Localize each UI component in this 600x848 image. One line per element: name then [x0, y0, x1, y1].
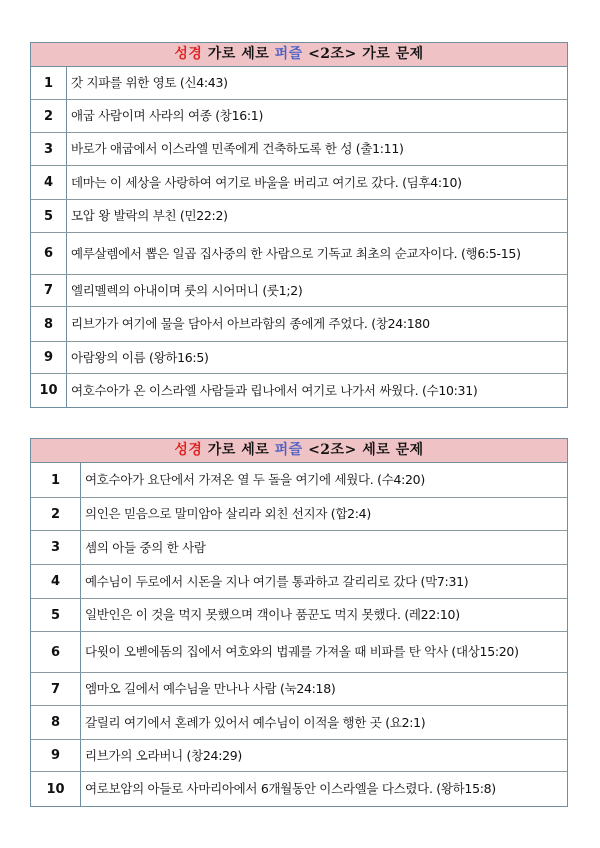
clue-text: 셈의 아들 중의 한 사람 [85, 539, 206, 555]
clue-row [31, 100, 567, 133]
clue-text: 엠마오 길에서 예수님을 만나나 사람 (눅24:18) [85, 681, 336, 696]
title-section-label: 세로 문제 [362, 442, 424, 458]
down-clues-table [30, 438, 568, 807]
title-word-down: 세로 [241, 442, 270, 458]
clue-text: 바로가 애굽에서 이스라엘 민족에게 건축하도록 한 성 (출1:11) [71, 141, 404, 156]
clue-row [31, 374, 567, 407]
title-word-bible: 성경 [174, 442, 203, 458]
clue-text: 엘리멜렉의 아내이며 룻의 시어머니 (룻1;2) [71, 282, 303, 298]
clue-row [31, 772, 567, 806]
clue-row [31, 342, 567, 374]
clue-row [31, 133, 567, 166]
clue-row [31, 673, 567, 706]
clue-row [31, 740, 567, 772]
clue-number: 6 [31, 233, 67, 274]
clue-number: 7 [31, 275, 67, 306]
clue-row [31, 706, 567, 740]
title-word-puzzle: 퍼즐 [274, 442, 303, 458]
clue-text: 의인은 믿음으로 말미암아 살리라 외친 선지자 (합2:4) [85, 506, 371, 521]
title-word-puzzle: 퍼즐 [274, 46, 303, 62]
title-word-group: <2조> [308, 442, 357, 458]
clue-text: 갓 지파를 위한 영토 (신4:43) [71, 75, 228, 90]
clue-row [31, 200, 567, 233]
clue-number: 2 [31, 100, 67, 132]
title-word-across: 가로 [207, 442, 236, 458]
clue-text: 여호수아가 요단에서 가져온 열 두 돌을 여기에 세웠다. (수4:20) [85, 472, 425, 487]
clue-number: 3 [31, 531, 81, 564]
clue-text: 다윗이 오벧에돔의 집에서 여호와의 법궤를 가져올 때 비파를 탄 악사 (대상15:20) [85, 644, 519, 659]
clue-number: 4 [31, 166, 67, 199]
across-clues-table [30, 42, 568, 408]
title-word-bible: 성경 [174, 46, 203, 62]
clue-number: 6 [31, 632, 81, 672]
clue-text: 데마는 이 세상을 사랑하여 여기로 바울을 버리고 여기로 갔다. (딤후4:10) [71, 174, 462, 190]
title-word-group: <2조> [308, 46, 357, 62]
clue-row [31, 632, 567, 673]
clue-row [31, 565, 567, 599]
clue-row [31, 275, 567, 307]
clue-number: 2 [31, 498, 81, 530]
clue-text: 일반인은 이 것을 먹지 못했으며 객이나 품꾼도 먹지 못했다. (레22:10) [85, 607, 460, 622]
title-word-across: 가로 [207, 46, 236, 62]
clue-text: 애굽 사람이며 사라의 여종 (창16:1) [71, 108, 264, 123]
clue-number: 3 [31, 133, 67, 165]
clue-row [31, 67, 567, 100]
across-table-title [31, 43, 567, 67]
clue-text: 리브가의 오라버니 (창24:29) [85, 747, 242, 763]
clue-number: 10 [31, 374, 67, 407]
clue-number: 5 [31, 200, 67, 232]
clue-text: 모압 왕 발락의 부친 (민22:2) [71, 208, 228, 223]
title-section-label: 가로 문제 [362, 46, 424, 62]
clue-number: 4 [31, 565, 81, 598]
clue-number: 8 [31, 307, 67, 341]
clue-text: 여호수아가 온 이스라엘 사람들과 립나에서 여기로 나가서 싸웠다. (수10:31) [71, 382, 478, 398]
clue-text: 갈릴리 여기에서 혼례가 있어서 예수님이 이적을 행한 곳 (요2:1) [85, 714, 426, 730]
clue-number: 1 [31, 463, 81, 497]
clue-number: 1 [31, 67, 67, 99]
down-table-title [31, 439, 567, 463]
clue-row [31, 307, 567, 342]
clue-number: 5 [31, 599, 81, 631]
clue-number: 7 [31, 673, 81, 705]
clue-row [31, 498, 567, 531]
clue-number: 9 [31, 740, 81, 771]
clue-text: 리브가가 여기에 물을 담아서 아브라함의 종에게 주었다. (창24:180 [71, 316, 430, 331]
clue-text: 아람왕의 이름 (왕하16:5) [71, 349, 209, 365]
clue-number: 9 [31, 342, 67, 373]
clue-text: 예수님이 두로에서 시돈을 지나 여기를 통과하고 갈리리로 갔다 (막7:31) [85, 573, 469, 589]
clue-row [31, 531, 567, 565]
clue-row [31, 599, 567, 632]
clue-row [31, 233, 567, 275]
clue-text: 여로보암의 아들로 사마리아에서 6개월동안 이스라엘을 다스렸다. (왕하15:8) [85, 781, 496, 796]
clue-text: 예루살렘에서 뽑은 일곱 집사중의 한 사람으로 기독교 최초의 순교자이다. (행6:5-15) [71, 245, 521, 261]
title-word-down: 세로 [241, 46, 270, 62]
clue-row [31, 166, 567, 200]
clue-number: 10 [31, 772, 81, 806]
clue-number: 8 [31, 706, 81, 739]
clue-row [31, 463, 567, 498]
